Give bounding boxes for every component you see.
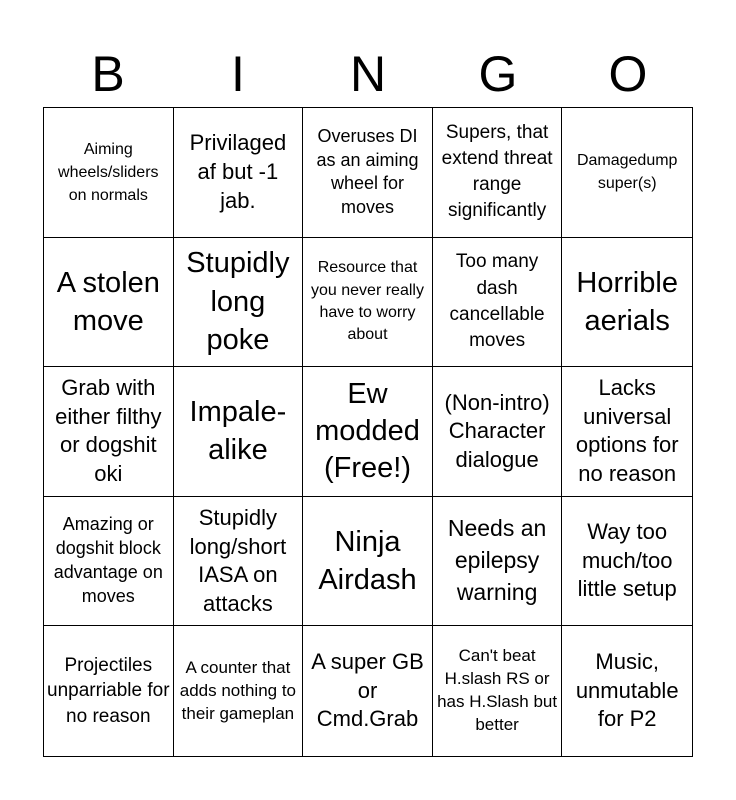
bingo-cell[interactable] (303, 238, 433, 368)
cell-text: Ew modded (Free!) (315, 378, 420, 484)
bingo-cell[interactable] (562, 626, 692, 756)
cell-text: Resource that you never really have to worry about (311, 259, 424, 344)
bingo-cell[interactable] (174, 497, 304, 627)
bingo-cell[interactable] (44, 497, 174, 627)
cell-text: Horrible aerials (576, 266, 678, 337)
cell-text: Stupidly long/short IASA on attacks (189, 504, 287, 616)
bingo-cell[interactable] (433, 626, 563, 756)
cell-text: Grab with either filthy or dogshit oki (55, 375, 162, 487)
cell-text: Can't beat H.slash RS or has H.Slash but better (437, 646, 558, 735)
cell-text: Lacks universal options for no reason (575, 375, 679, 487)
bingo-cell[interactable] (303, 626, 433, 756)
bingo-cell[interactable] (433, 367, 563, 497)
bingo-cell[interactable] (562, 238, 692, 368)
bingo-cell[interactable] (433, 238, 563, 368)
cell-text: A super GB or Cmd.Grab (311, 649, 424, 732)
bingo-cell[interactable] (174, 238, 304, 368)
bingo-cell[interactable] (44, 367, 174, 497)
cell-text: Amazing or dogshit block advantage on moves (53, 514, 163, 607)
bingo-cell[interactable] (433, 497, 563, 627)
bingo-header (43, 40, 693, 108)
cell-text: Overuses DI as an aiming wheel for moves (316, 125, 419, 218)
header-letter-b: B (91, 46, 125, 102)
cell-text: (Non-intro) Character dialogue (444, 389, 550, 472)
cell-text: Impale-alike (189, 396, 287, 467)
bingo-cell[interactable] (174, 626, 304, 756)
bingo-cell[interactable] (174, 367, 304, 497)
bingo-cell[interactable] (174, 108, 304, 238)
header-letter-g: G (478, 46, 518, 102)
cell-text: A counter that adds nothing to their gameplan (179, 657, 297, 723)
cell-text: Supers, that extend threat range significantly (441, 122, 553, 222)
bingo-cell[interactable] (44, 238, 174, 368)
cell-text: Privilaged af but -1 jab. (189, 130, 287, 213)
cell-text: Damagedump super(s) (576, 152, 678, 193)
cell-text: Way too much/too little setup (577, 519, 677, 602)
cell-text: Ninja Airdash (318, 525, 417, 597)
bingo-cell[interactable] (44, 108, 174, 238)
header-letter-o: O (608, 46, 648, 102)
bingo-cell[interactable] (44, 626, 174, 756)
cell-text: Projectiles unparriable for no reason (47, 654, 170, 728)
bingo-cell[interactable] (303, 367, 433, 497)
cell-text: Music, unmutable for P2 (575, 649, 679, 732)
cell-text: A stolen move (56, 266, 160, 337)
cell-text: Needs an epilepsy warning (447, 515, 547, 605)
cell-text: Stupidly long poke (186, 247, 290, 357)
header-letter-n: N (349, 46, 387, 102)
bingo-board (43, 107, 693, 757)
bingo-cell[interactable] (562, 497, 692, 627)
bingo-cell[interactable] (562, 367, 692, 497)
bingo-cell[interactable] (562, 108, 692, 238)
bingo-cell[interactable] (303, 497, 433, 627)
header-letter-i: I (231, 46, 245, 102)
cell-text: Aiming wheels/sliders on normals (58, 140, 159, 204)
bingo-cell[interactable] (433, 108, 563, 238)
bingo-cell[interactable] (303, 108, 433, 238)
cell-text: Too many dash cancellable moves (449, 251, 545, 352)
